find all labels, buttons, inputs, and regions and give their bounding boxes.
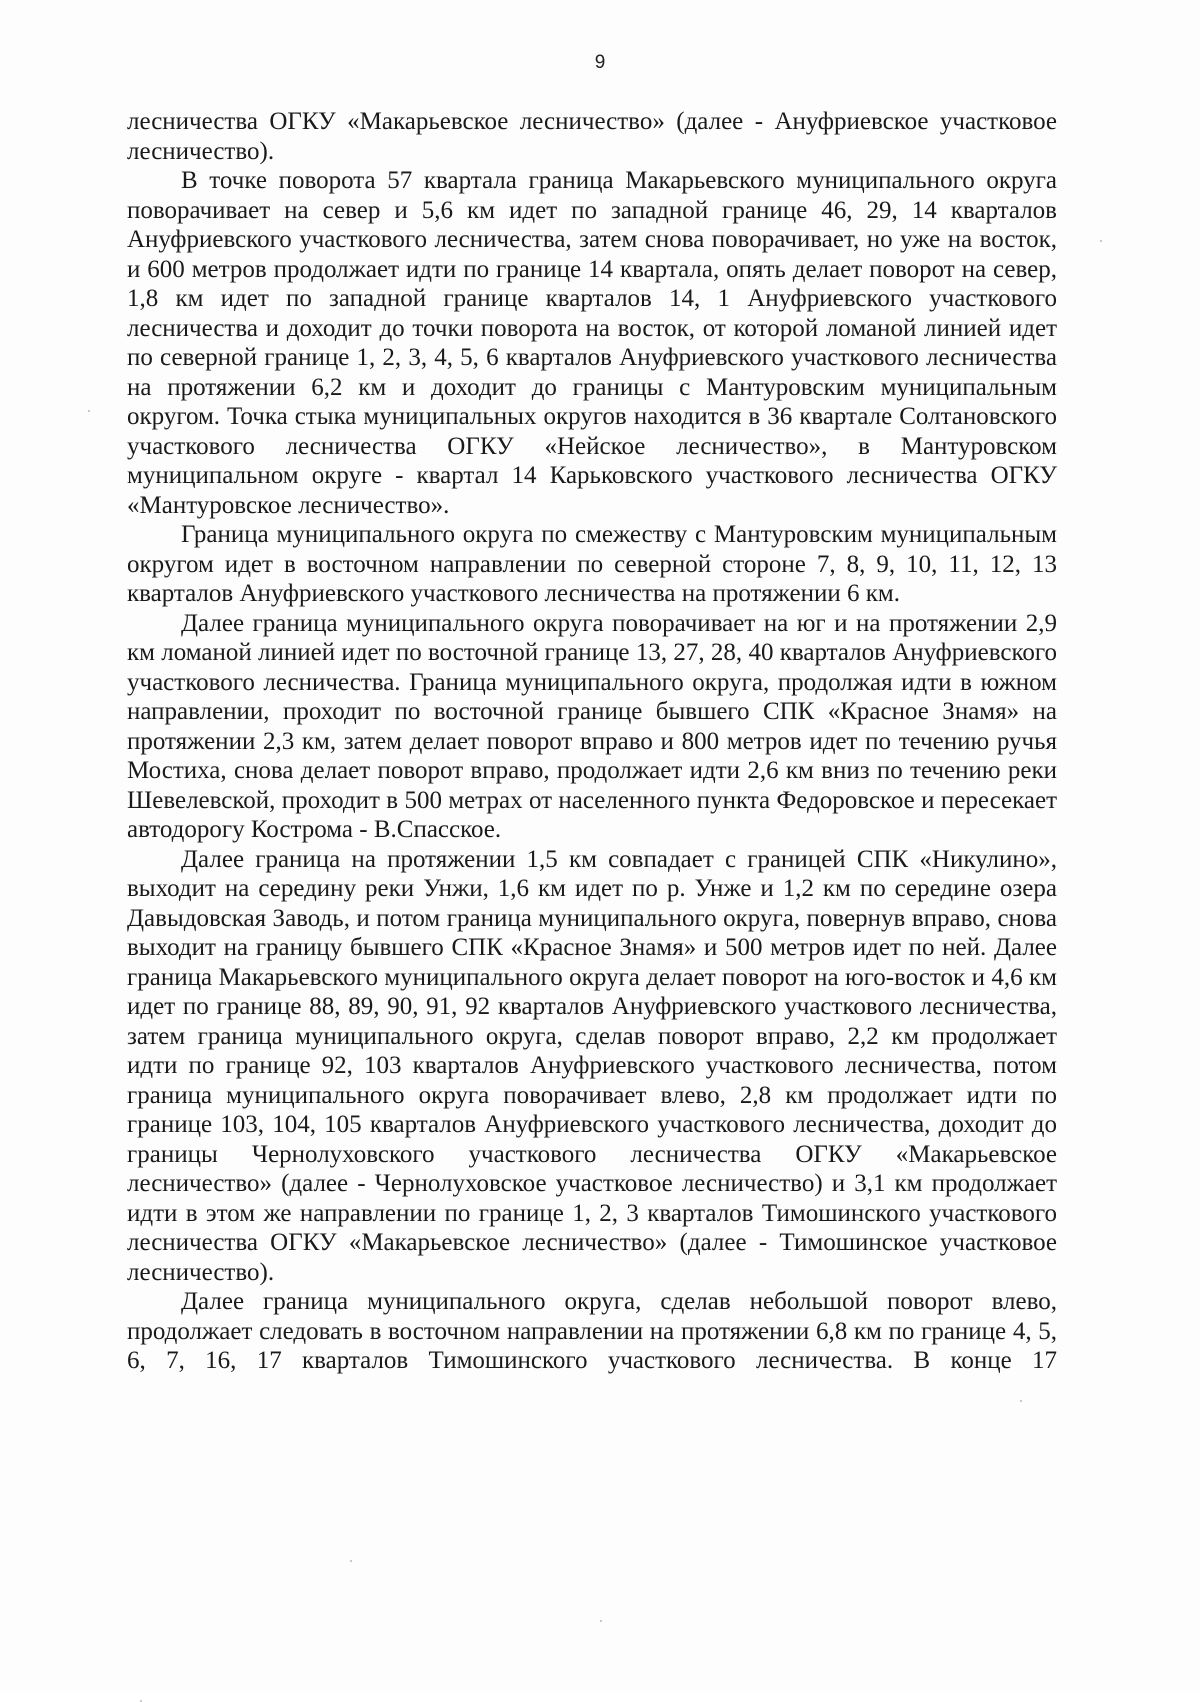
- paragraph-4: Далее граница муниципального округа поворачивает на юг и на протяжении 2,9 км ломаной линией идет по восточной границе 13, 27, 28, 40 кварталов Ануфриевского участкового лесничества. Граница муниципального округа, продолжая идти в южном направлении, проходит по восточной границе бывшего СПК «Красное Знамя» на протяжении 2,3 км, затем делает поворот вправо и 800 метров идет по течению ручья Мостиха, снова делает поворот вправо, продолжает идти 2,6 км вниз по течению реки Шевелевской, проходит в 500 метрах от населенного пункта Федоровское и пересекает автодорогу Кострома - В.Спасское.: [127, 609, 1057, 843]
- paragraph-3: Граница муниципального округа по смежеству с Мантуровским муниципальным округом идет в восточном направлении по северной стороне 7, 8, 9, 10, 11, 12, 13 кварталов Ануфриевского участкового лесничества на протяжении 6 км.: [127, 521, 1057, 607]
- paragraph-6: Далее граница муниципального округа, сделав небольшой поворот влево, продолжает следовать в восточном направлении на протяжении 6,8 км по границе 4, 5, 6, 7, 16, 17 кварталов Тимошинского участкового лесничества. В конце 17: [127, 1288, 1057, 1374]
- paragraph-2: В точке поворота 57 квартала граница Макарьевского муниципального округа поворачивает на север и 5,6 км идет по западной границе 46, 29, 14 кварталов Ануфриевского участкового лесничества, затем снова поворачивает, но уже на восток, и 600 метров продолжает идти по границе 14 квартала, опять делает поворот на север, 1,8 км идет по западной границе кварталов 14, 1 Ануфриевского участкового лесничества и доходит до точки поворота на восток, от которой ломаной линией идет по северной границе 1, 2, 3, 4, 5, 6 кварталов Ануфриевского участкового лесничества на протяжении 6,2 км и доходит до границы с Мантуровским муниципальным округом. Точка стыка муниципальных округов находится в 36 квартале Солтановского участкового лесничества ОГКУ «Нейское лесничество», в Мантуровском муниципальном округе - квартал 14 Карьковского участкового лесничества ОГКУ «Мантуровское лесничество».: [127, 167, 1057, 519]
- scan-speck: [1020, 1400, 1022, 1402]
- scan-speck: [350, 1560, 352, 1562]
- scan-speck: [88, 410, 90, 412]
- page-number: 9: [594, 52, 606, 73]
- document-body: [127, 107, 1057, 1376]
- scan-speck: [1100, 240, 1102, 242]
- scan-speck: [600, 1620, 602, 1622]
- paragraph-5: Далее граница на протяжении 1,5 км совпадает с границей СПК «Никулино», выходит на середину реки Унжи, 1,6 км идет по р. Унже и 1,2 км по середине озера Давыдовская Заводь, и потом граница муниципального округа, повернув вправо, снова выходит на границу бывшего СПК «Красное Знамя» и 500 метров идет по ней. Далее граница Макарьевского муниципального округа делает поворот на юго-восток и 4,6 км идет по границе 88, 89, 90, 91, 92 кварталов Ануфриевского участкового лесничества, затем граница муниципального округа, сделав поворот вправо, 2,2 км продолжает идти по границе 92, 103 кварталов Ануфриевского участкового лесничества, потом граница муниципального округа поворачивает влево, 2,8 км продолжает идти по границе 103, 104, 105 кварталов Ануфриевского участкового лесничества, доходит до границы Чернолуховского участкового лесничества ОГКУ «Макарьевское лесничество» (далее - Чернолуховское участковое лесничество) и 3,1 км продолжает идти в этом же направлении по границе 1, 2, 3 кварталов Тимошинского участкового лесничества ОГКУ «Макарьевское лесничество» (далее - Тимошинское участковое лесничество).: [127, 845, 1057, 1286]
- paragraph-1: лесничества ОГКУ «Макарьевское лесничество» (далее - Ануфриевское участковое лесничество).: [127, 108, 1057, 165]
